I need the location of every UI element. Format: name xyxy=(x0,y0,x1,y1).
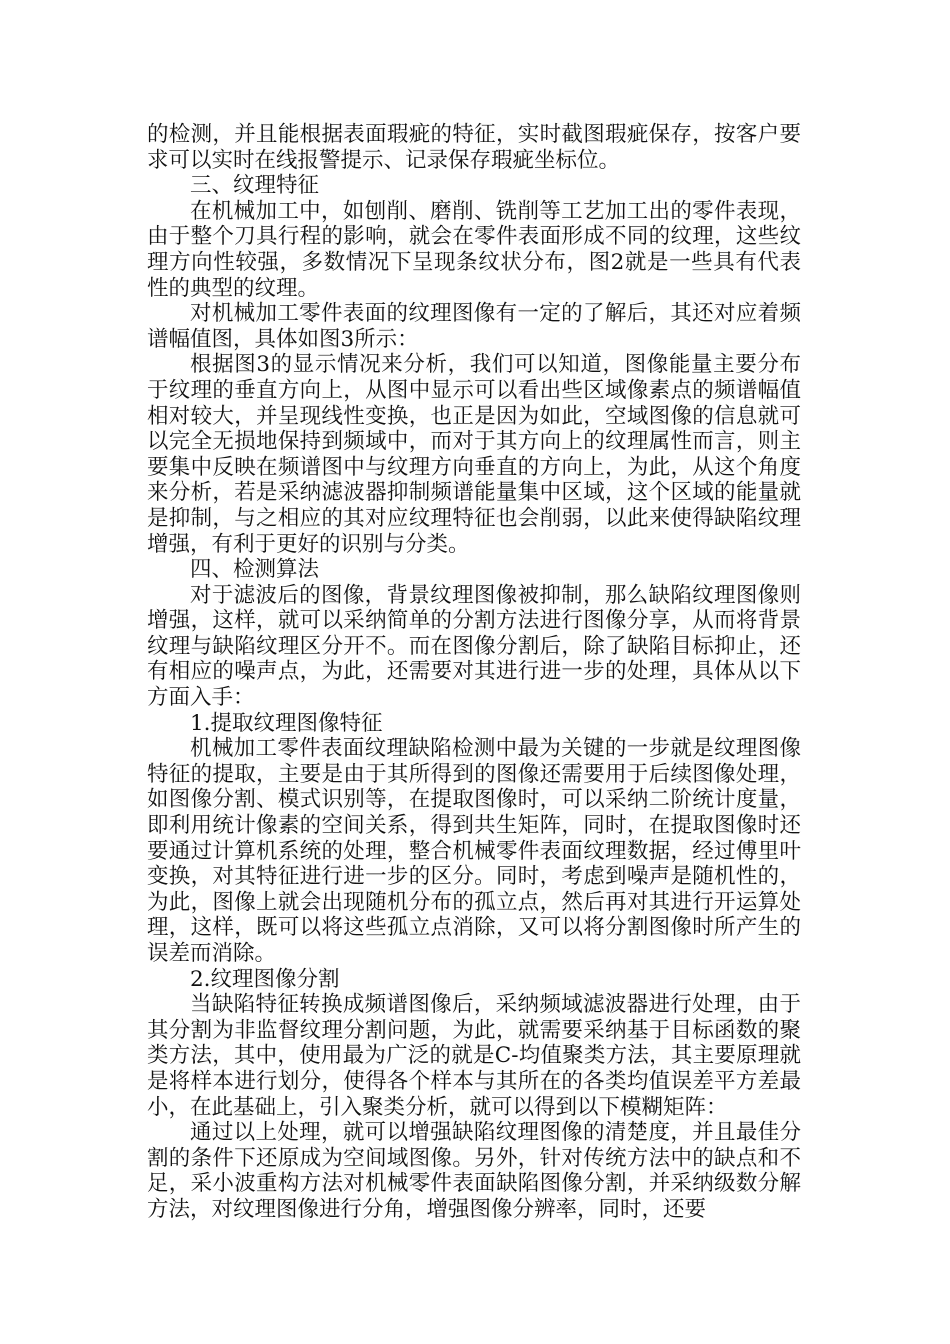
paragraph-spectrum-figure: 对机械加工零件表面的纹理图像有一定的了解后，其还对应着频谱幅值图，具体如图3所示： xyxy=(147,301,801,352)
section-heading-detection-algorithm: 四、检测算法 xyxy=(190,557,320,583)
paragraph-spectrum-analysis: 根据图3的显示情况来分析，我们可以知道，图像能量主要分布于纹理的垂直方向上，从图中显示可以看出些区域像素点的频谱幅值相对较大，并呈现线性变换，也正是因为如此，空域图像的信息就可以完全无损地保持到频域中，而对于其方向上的纹理属性而言，则主要集中反映在频谱图中与纹理方向垂直的方向上，为此，从这个角度来分析，若是采纳滤波器抑制频谱能量集中区域，这个区域的能量就是抑制，与之相应的其对应纹理特征也会削弱，以此来使得缺陷纹理增强，有利于更好的识别与分类。 xyxy=(147,352,801,557)
paragraph-machining-texture: 在机械加工中，如刨削、磨削、铣削等工艺加工出的零件表现，由于整个刀具行程的影响，就会在零件表面形成不同的纹理，这些纹理方向性较强，多数情况下呈现条纹状分布，图2就是一些具有代表性的典型的纹理。 xyxy=(147,198,801,301)
subheading-image-segmentation: 2.纹理图像分割 xyxy=(190,966,340,992)
section-heading-texture-features: 三、纹理特征 xyxy=(190,173,320,199)
paragraph-filtered-image: 对于滤波后的图像，背景纹理图像被抑制，那么缺陷纹理图像则增强，这样，就可以采纳简单的分割方法进行图像分享，从而将背景纹理与缺陷纹理区分开不。而在图像分割后，除了缺陷目标抑止，还有相应的噪声点，为此，还需要对其进行进一步的处理，具体从以下方面入手： xyxy=(147,582,801,711)
subheading-extract-features: 1.提取纹理图像特征 xyxy=(190,710,383,736)
document-body xyxy=(147,122,801,1223)
paragraph-detection-intro: 的检测，并且能根据表面瑕疵的特征，实时截图瑕疵保存，按客户要求可以实时在线报警提示、记录保存瑕疵坐标位。 xyxy=(147,122,801,173)
paragraph-feature-extraction: 机械加工零件表面纹理缺陷检测中最为关键的一步就是纹理图像特征的提取，主要是由于其所得到的图像还需要用于后续图像处理，如图像分割、模式识别等，在提取图像时，可以采纳二阶统计度量，即利用统计像素的空间关系，得到共生矩阵，同时，在提取图像时还要通过计算机系统的处理，整合机械零件表面纹理数据，经过傅里叶变换，对其特征进行进一步的区分。同时，考虑到噪声是随机性的，为此，图像上就会出现随机分布的孤立点，然后再对其进行开运算处理，这样，既可以将这些孤立点消除，又可以将分割图像时所产生的误差而消除。 xyxy=(147,736,801,966)
paragraph-segmentation-method: 当缺陷特征转换成频谱图像后，采纳频域滤波器进行处理，由于其分割为非监督纹理分割问题，为此，就需要采纳基于目标函数的聚类方法，其中，使用最为广泛的就是C-均值聚类方法，其主要原理就是将样本进行划分，使得各个样本与其所在的各类均值误差平方差最小，在此基础上，引入聚类分析，就可以得到以下模糊矩阵： xyxy=(147,992,801,1120)
paragraph-wavelet-reconstruction: 通过以上处理，就可以增强缺陷纹理图像的清楚度，并且最佳分割的条件下还原成为空间域图像。另外，针对传统方法中的缺点和不足，采小波重构方法对机械零件表面缺陷图像分割，并采纳级数分解方法，对纹理图像进行分角，增强图像分辨率，同时，还要 xyxy=(147,1120,801,1222)
